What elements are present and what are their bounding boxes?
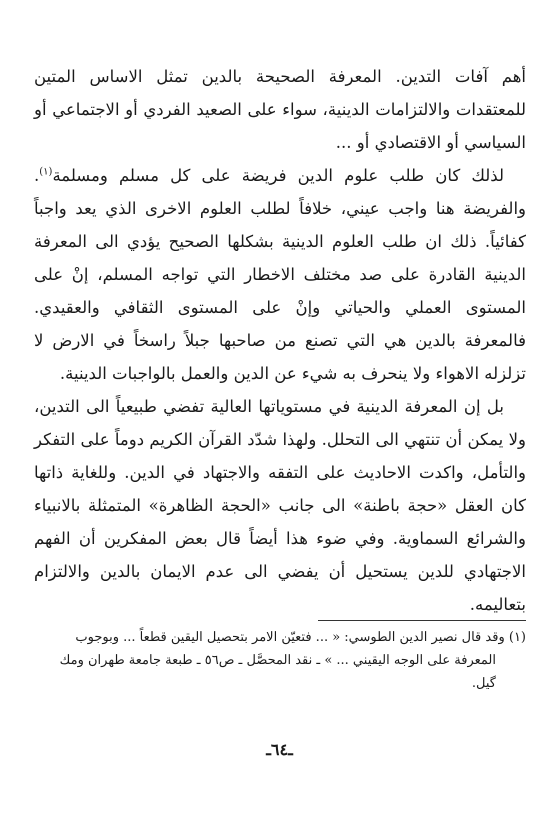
main-text xyxy=(34,60,526,621)
paragraph-3: بل إن المعرفة الدينية في مستوياتها العالية تفضي طبيعياً الى التدين، ولا يمكن أن تنتهي الى التحلل. ولهذا شدّد القرآن الكريم دوماً على التفكر والتأمل، واكدت الاحاديث على التفقه والاجتهاد في الدين. وللغاية ذاتها كان العقل «حجة باطنة» الى جانب «الحجة الظاهرة» المتمثلة بالانبياء والشرائع السماوية. وفي ضوء هذا أيضاً قال بعض المفكرين أن الفهم الاجتهادي للدين يستحيل أن يفضي الى عدم الايمان بالدين والالتزام بتعاليمه. xyxy=(34,397,526,614)
footnote-line-2: المعرفة على الوجه اليقيني ... » ـ نقد المحصَّل ـ ص٥٦ ـ طبعة جامعة طهران ومك xyxy=(59,653,496,668)
paragraph-2-rest: . والفريضة هنا واجب عيني، خلافاً لطلب العلوم الاخرى الذي يعد واجباً كفائياً. ذلك ان طلب العلوم الدينية بشكلها الصحيح يؤدي الى المعرفة الدينية القادرة على صد مختلف الاخطار التي تواجه المسلم، إنْ على المستوى العملي والحياتي وإنْ على المستوى الثقافي والعقيدي. فالمعرفة بالدين هي التي تصنع من صاحبها جبلاً راسخاً في الارض لا تزلزله الاهواء ولا ينحرف به شيء عن الدين والعمل بالواجبات الدينية. xyxy=(34,166,526,383)
footnote-reference: (١) xyxy=(39,166,53,178)
paragraph-2 xyxy=(34,159,526,390)
footnote xyxy=(34,626,526,695)
footnote-divider xyxy=(318,620,526,621)
footnote-line-3: گيل. xyxy=(471,676,496,691)
footnote-line-1: (١) وقد قال نصير الدين الطوسي: « ... فتعيّن الامر بتحصيل اليقين قطعاً ... وبوجوب xyxy=(75,630,526,645)
page-number: ـ٦٤ـ xyxy=(266,740,293,759)
paragraph-2-start: لذلك كان طلب علوم الدين فريضة على كل مسلم ومسلمة xyxy=(52,166,504,185)
paragraph-1: أهم آفات التدين. المعرفة الصحيحة بالدين تمثل الاساس المتين للمعتقدات والالتزامات الدينية، سواء على الصعيد الفردي أو الاجتماعي أو السياسي أو الاقتصادي أو ... xyxy=(34,67,526,152)
